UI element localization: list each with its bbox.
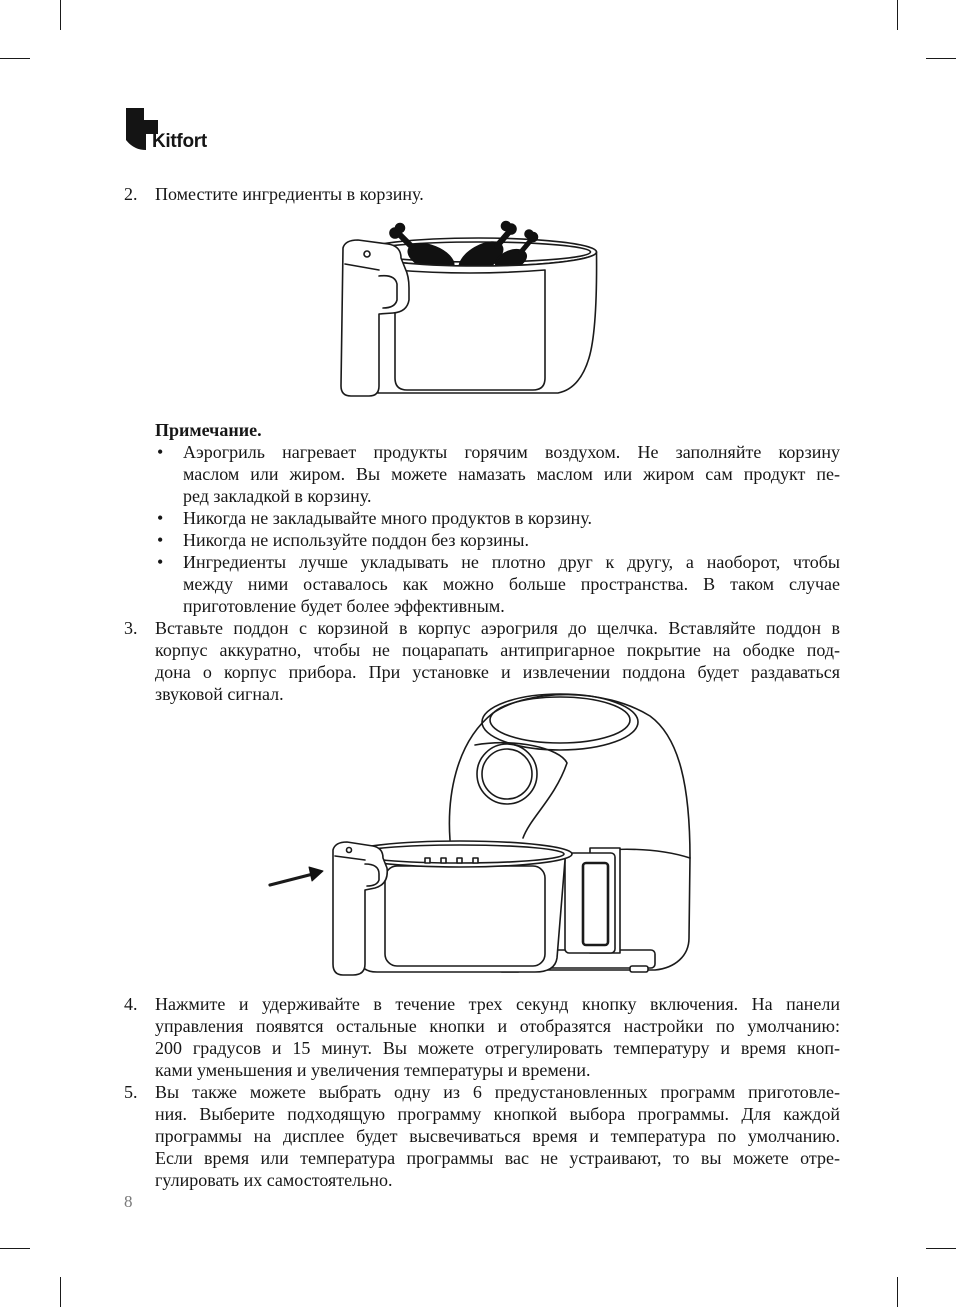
step-5-line: гулировать их самостоятельно. (155, 1170, 393, 1190)
note-bullet-line: приготовление будет более эффективным. (183, 596, 505, 616)
crop-mark-top-left-horizontal (0, 58, 30, 59)
crop-mark-bottom-right-vertical (897, 1277, 898, 1307)
step-5-text (155, 1081, 840, 1191)
note-bullet-line: Никогда не закладывайте много продуктов в корзину. (183, 508, 593, 528)
step-2-line: Поместите ингредиенты в корзину. (155, 184, 424, 204)
step-5-line: Если время или температура программы вас не устраивают, то вы можете отре- (155, 1148, 840, 1168)
note-bullet-3 (183, 529, 840, 551)
step-3-line: корпус аккуратно, чтобы не поцарапать антипригарное покрытие на ободке под- (155, 640, 840, 660)
basket-illustration (333, 218, 605, 400)
note-bullet-line: ред закладкой в корзину. (183, 486, 372, 506)
note-bullet-line: Ингредиенты лучше укладывать не плотно друг к другу, а наоборот, чтобы (183, 552, 840, 572)
bullet-marker: • (157, 530, 164, 550)
step-2-text (155, 183, 840, 205)
note-bullet-4 (183, 551, 840, 617)
note-bullet-2 (183, 507, 840, 529)
arrow-right-icon (270, 867, 323, 885)
bullet-marker: • (157, 552, 164, 572)
airfryer-drawer (360, 854, 565, 972)
bullet-marker: • (157, 442, 164, 462)
note-bullet-line: маслом или жиром. Вы можете намазать маслом или жиром сам продукт пе- (183, 464, 840, 484)
step-5-line: ния. Выберите подходящую программу кнопкой выбора программы. Для каждой (155, 1104, 840, 1124)
step-3-number: 3. (124, 618, 138, 638)
step-3-line: Вставьте поддон с корзиной в корпус аэрогриля до щелчка. Вставляйте поддон в (155, 618, 840, 638)
airfryer-illustration (265, 688, 695, 980)
step-4-line: управления появятся остальные кнопки и отобразятся настройки по умолчанию: (155, 1016, 840, 1036)
step-4-line: 200 градусов и 15 минут. Вы можете отрегулировать температуру и время кноп- (155, 1038, 840, 1058)
note-bullet-line: Никогда не используйте поддон без корзины. (183, 530, 529, 550)
crop-mark-bottom-right-horizontal (926, 1248, 956, 1249)
note-title (155, 419, 840, 441)
step-4-text (155, 993, 840, 1081)
crop-mark-bottom-left-vertical (60, 1277, 61, 1307)
step-2-number: 2. (124, 184, 138, 204)
step-4-number: 4. (124, 994, 138, 1014)
note-bullet-line: между ними оставалось как можно больше пространства. В таком случае (183, 574, 840, 594)
note-bullet-1 (183, 441, 840, 507)
step-4-line: Нажмите и удерживайте в течение трех секунд кнопку включения. На панели (155, 994, 840, 1014)
page-number: 8 (124, 1192, 133, 1211)
step-3-line: звуковой сигнал. (155, 684, 284, 704)
crop-mark-bottom-left-horizontal (0, 1248, 30, 1249)
note-bullet-line: Аэрогриль нагревает продукты горячим воздухом. Не заполняйте корзину (183, 442, 840, 462)
step-3-line: дона о корпус прибора. При установке и извлечении поддона будет раздаваться (155, 662, 840, 682)
note-heading: Примечание. (155, 420, 262, 440)
crop-mark-top-right-vertical (897, 0, 898, 30)
crop-mark-top-right-horizontal (926, 58, 956, 59)
step-5-line: Вы также можете выбрать одну из 6 предустановленных программ приготовле- (155, 1082, 840, 1102)
bullet-marker: • (157, 508, 164, 528)
crop-mark-top-left-vertical (60, 0, 61, 30)
step-4-line: ками уменьшения и увеличения температуры и времени. (155, 1060, 591, 1080)
brand-name: Kitfort (152, 131, 207, 152)
step-5-number: 5. (124, 1082, 138, 1102)
step-5-line: программы на дисплее будет высвечиваться время и температура по умолчанию. (155, 1126, 840, 1146)
